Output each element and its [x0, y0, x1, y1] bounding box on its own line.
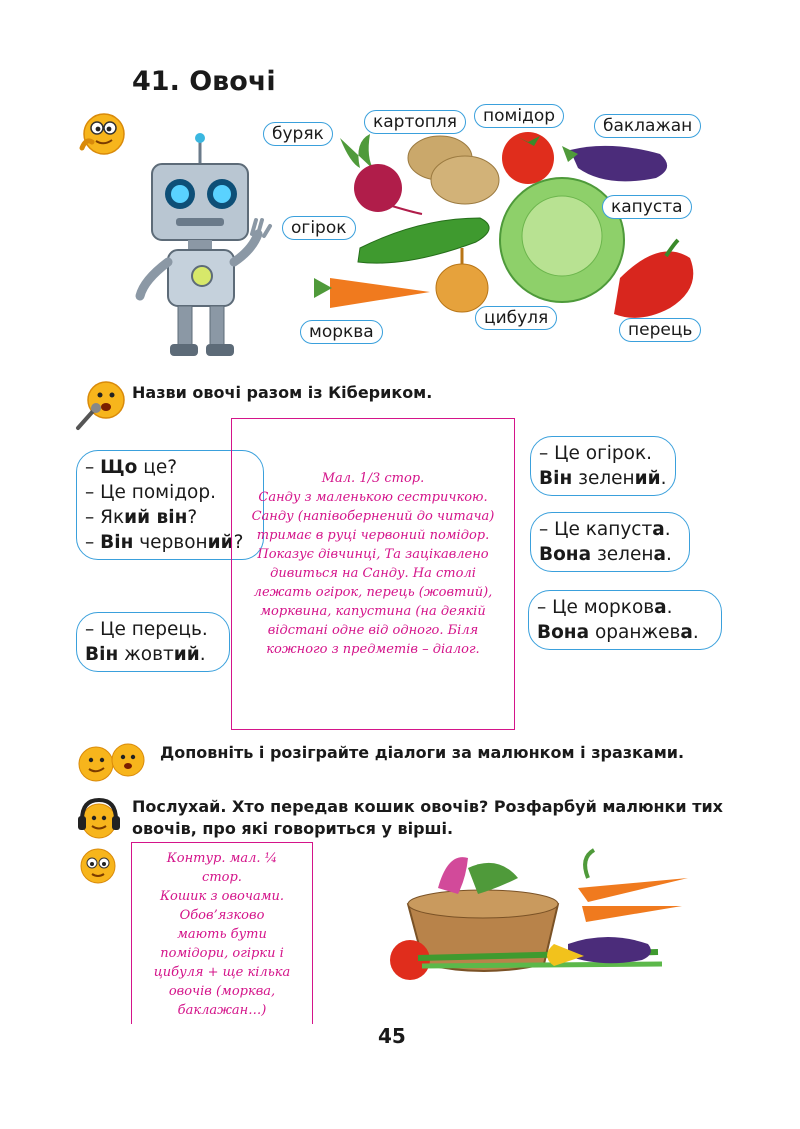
page-number: 45 — [378, 1024, 406, 1048]
instruction-complete-dialogs: Доповніть і розіграйте діалоги за малюнком і зразками. — [160, 743, 685, 762]
label-perets: перець — [619, 318, 701, 342]
dialog-bubble-what-is-it: – Що це? – Це помідор. – Який він? – Він червоний? — [76, 450, 264, 560]
label-morkva: морква — [300, 320, 383, 344]
headphones-emoji-icon — [76, 796, 122, 842]
robot-kiberyk-illustration — [130, 130, 290, 360]
dialog-bubble-cabbage: – Це капуста. Вона зелена. — [530, 512, 690, 572]
lesson-title: 41. Овочі — [132, 66, 276, 97]
basket-vegetables-illustration — [378, 848, 708, 988]
label-pomidor: помідор — [474, 104, 564, 128]
dialog-bubble-cucumber: – Це огірок. Він зелений. — [530, 436, 676, 496]
speaking-emoji-icon — [72, 378, 128, 432]
dialog-bubble-carrot: – Це моркова. Вона оранжева. — [528, 590, 722, 650]
instruction-name-with-kiberyk: Назви овочі разом із Кібериком. — [132, 383, 433, 402]
thinking-emoji-icon — [76, 108, 128, 156]
label-buryak: буряк — [263, 122, 333, 146]
label-tsybulya: цибуля — [475, 306, 557, 330]
dialog-bubble-pepper: – Це перець. Він жовтий. — [76, 612, 230, 672]
reading-emoji-icon — [76, 846, 120, 888]
label-baklazhan: баклажан — [594, 114, 701, 138]
label-kartoplya: картопля — [364, 110, 466, 134]
instruction-listen: Послухай. Хто передав кошик овочів? Розфарбуй малюнки тих овочів, про які говориться у вірші. — [132, 797, 723, 838]
illustration-placeholder-main: Мал. 1/3 стор. Санду з маленькою сестричкою. Санду (напівобернений до читача) тримає в руці червоний помідор. Показує дівчинці, Та зацікавлено дивиться на Санду. На столі лежать огірок, перець (жовтий), морквина, капустина (на деякій відстані одне від одного. Біля кожного з предметів – діалог. — [231, 418, 515, 730]
label-kapusta: капуста — [602, 195, 692, 219]
illustration-placeholder-basket: Контур. мал. ¼ стор. Кошик з овочами. Обов’язково мають бути помідори, огірки і цибуля + ще кілька овочів (морква, баклажан…) — [131, 842, 313, 1024]
pair-emoji-icon — [76, 742, 154, 782]
label-ohirok: огірок — [282, 216, 356, 240]
